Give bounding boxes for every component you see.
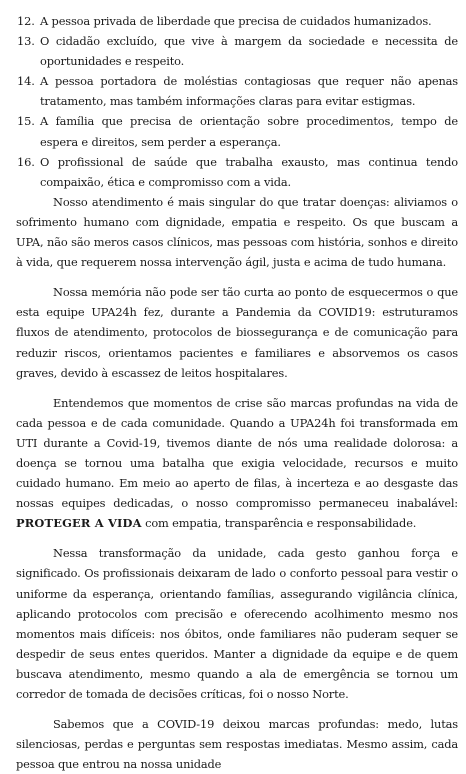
- list-text: A pessoa privada de liberdade que precisa de cuidados humanizados.: [40, 14, 432, 28]
- paragraph-crise-ending: com empatia, transparência e responsabilidade.: [141, 516, 417, 531]
- list-item: [16, 11, 458, 31]
- paragraph-marcas: Sabemos que a COVID-19 deixou marcas profundas: medo, lutas silenciosas, perdas e perguntas sem respostas imediatas. Mesmo assim, cada pessoa que entrou na nossa unidade: [16, 717, 458, 772]
- list-number: 15.: [17, 114, 35, 129]
- list-text: O cidadão excluído, que vive à margem da sociedade e necessita de oportunidades e respeito.: [40, 34, 458, 69]
- list-item: [16, 31, 458, 71]
- list-number: 12.: [17, 14, 35, 28]
- paragraph-atendimento: Nosso atendimento é mais singular do que tratar doenças: aliviamos o sofrimento humano com dignidade, empatia e respeito. Os que buscam a UPA, não são meros casos clínicos, mas pessoas com história, sonhos e direito à vida, que requerem nossa intervenção ágil, justa e acima de tudo humana.: [16, 194, 458, 270]
- paragraph-crise: [16, 393, 458, 534]
- list-text: A família que precisa de orientação sobre procedimentos, tempo de espera e direitos, sem perder a esperança.: [40, 114, 458, 149]
- paragraph-transformacao: Nessa transformação da unidade, cada gesto ganhou força e significado. Os profissionais deixaram de lado o conforto pessoal para vestir o uniforme da esperança, orientando famílias, assegurando vigilância clínica, aplicando protocolos com precisão e oferecendo acolhimento mesmo nos momentos mais difíceis: nos óbitos, onde familiares não puderam sequer se despedir de seus entes queridos. Manter a dignidade da equipe e de quem buscava atendimento, mesmo quando a ala de emergência se tornou um corredor de tomada de decisões críticas, foi o nosso Norte.: [16, 546, 458, 701]
- list-item: [16, 152, 458, 192]
- paragraph-crise-text: Entendemos que momentos de crise são marcas profundas na vida de cada pessoa e de cada comunidade. Quando a UPA24h foi transformada em UTI durante a Covid-19, tivemos diante de nós uma realidade dolorosa: a doença se tornou uma batalha que exigia velocidade, recursos e muito cuidado humano. Em meio ao aperto de filas, à incerteza e ao desgaste das nossas equipes dedicadas, o nosso compromisso permaneceu inabalável:: [16, 395, 458, 511]
- paragraph-crise-emphasis: PROTEGER A VIDA: [16, 516, 142, 531]
- list-text: O profissional de saúde que trabalha exausto, mas continua tendo compaixão, ética e compromisso com a vida.: [40, 154, 458, 189]
- list-item: [16, 111, 458, 151]
- paragraph-memoria: Nossa memória não pode ser tão curta ao ponto de esquecermos o que esta equipe UPA24h fez, durante a Pandemia da COVID19: estruturamos fluxos de atendimento, protocolos de biossegurança e de comunicação para reduzir riscos, orientamos pacientes e familiares e absorvemos os casos graves, devido à escassez de leitos hospitalares.: [16, 285, 458, 380]
- list-number: 14.: [17, 74, 35, 89]
- list-number: 13.: [17, 34, 35, 49]
- list-item: [16, 71, 458, 111]
- list-number: 16.: [17, 154, 35, 169]
- list-text: A pessoa portadora de moléstias contagiosas que requer não apenas tratamento, mas também informações claras para evitar estigmas.: [40, 74, 458, 109]
